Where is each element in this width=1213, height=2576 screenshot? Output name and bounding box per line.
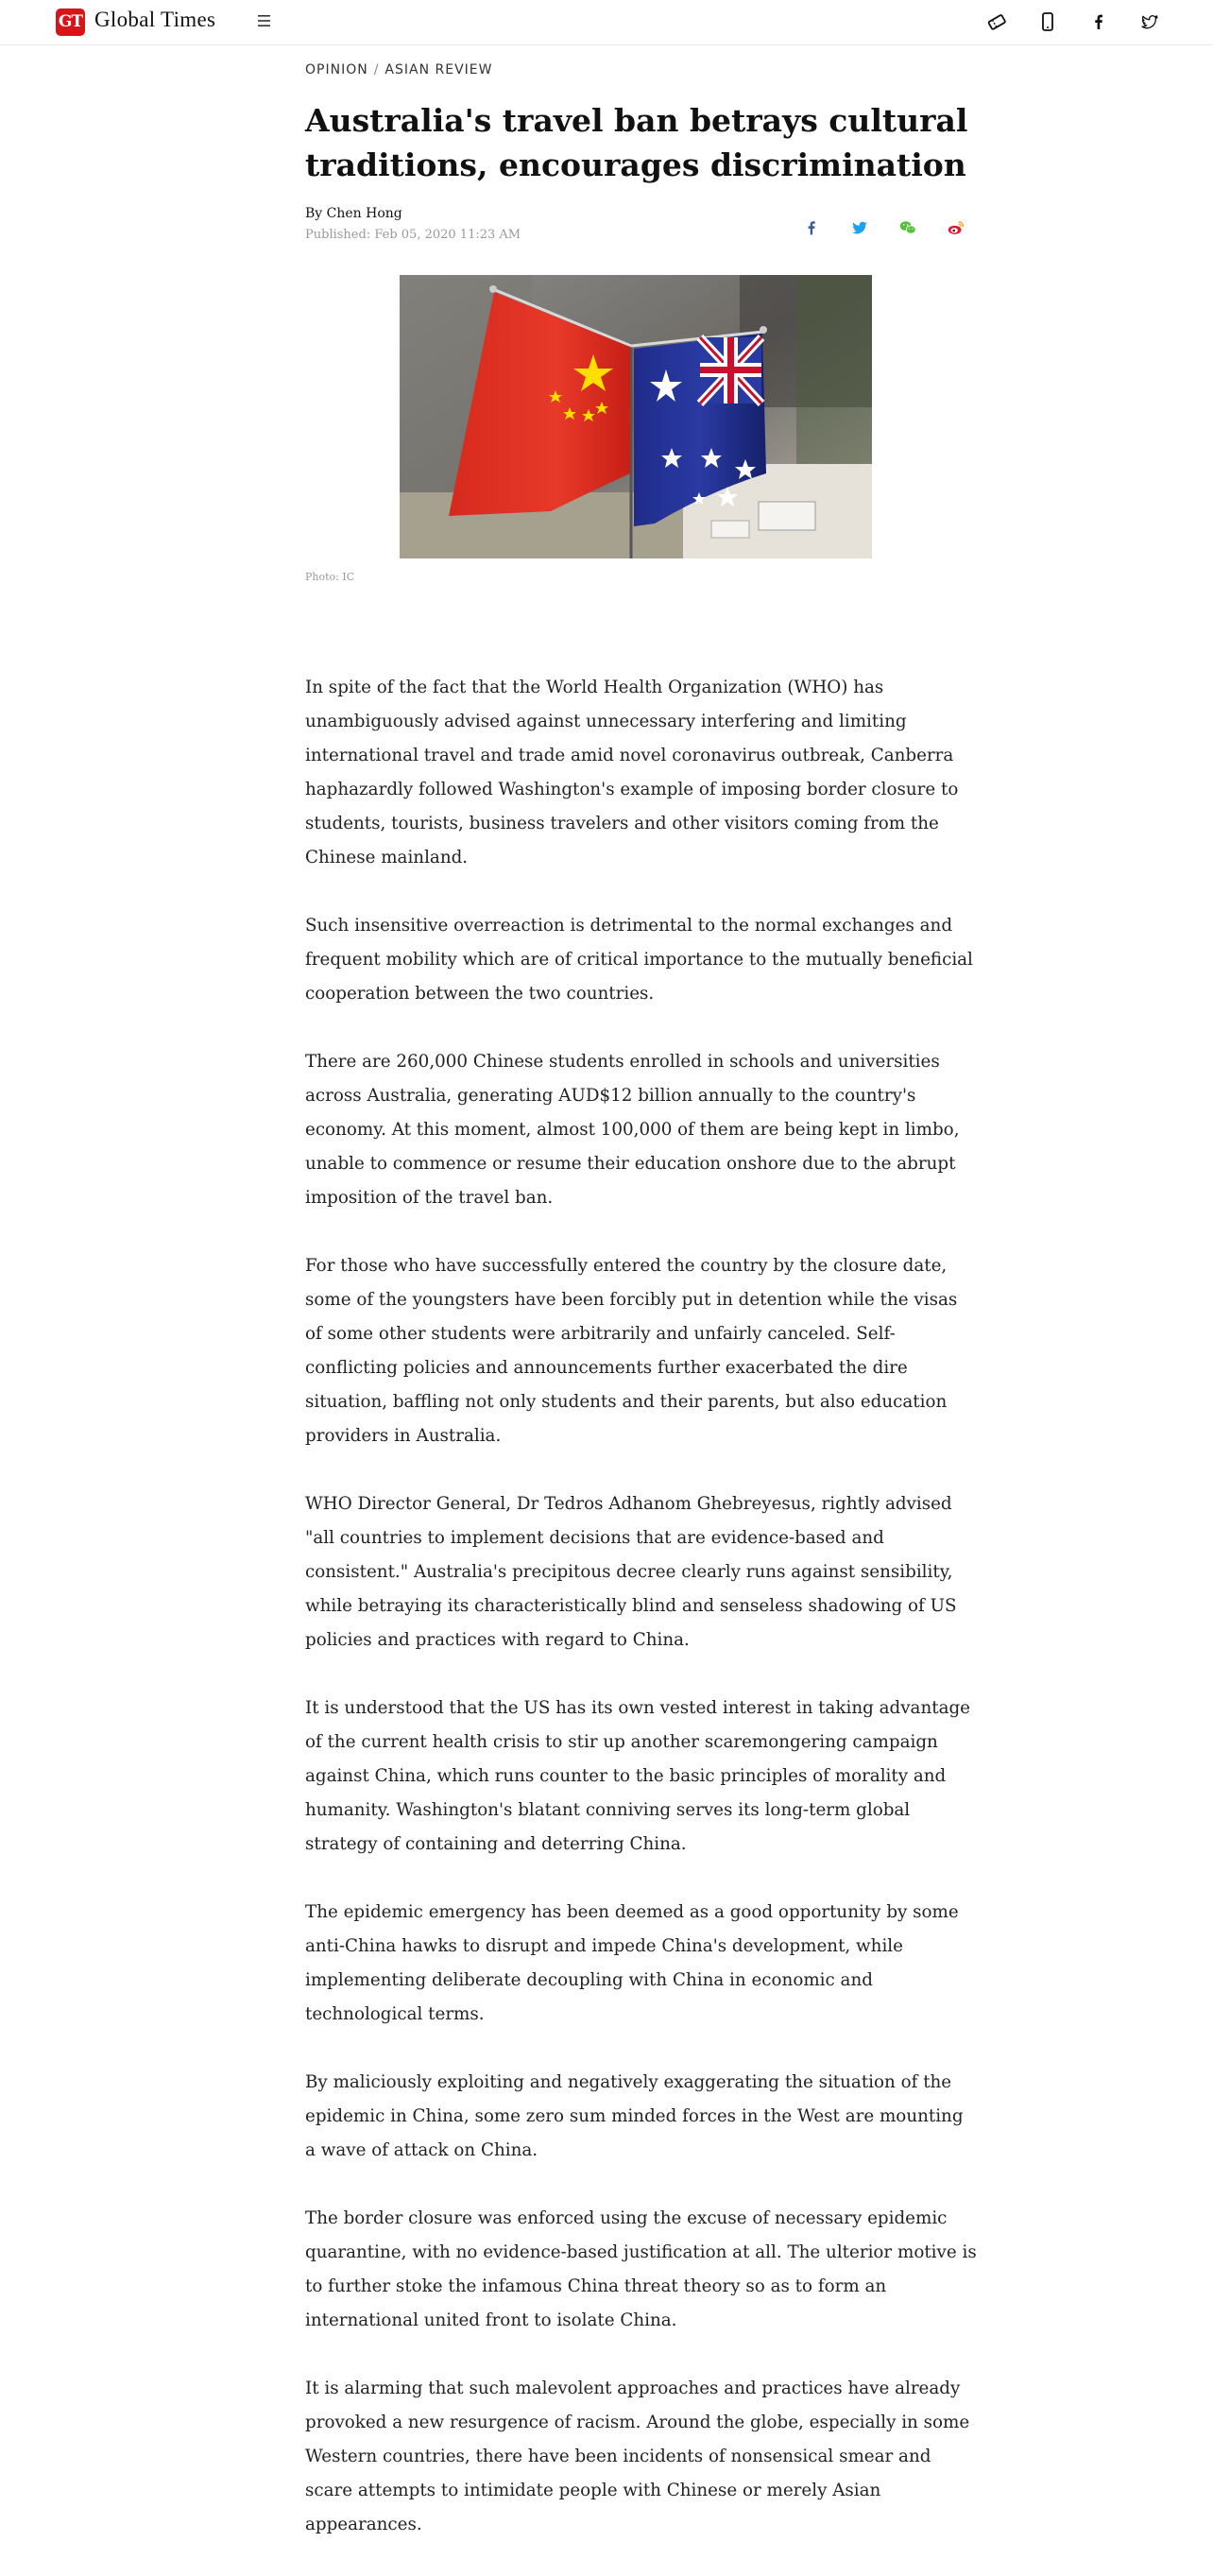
share-facebook-icon[interactable]: [801, 217, 822, 238]
article-paragraph: By maliciously exploiting and negatively exaggerating the situation of the epidemic in China, some zero sum minded forces in the West are mounting a wave of attack on China.: [305, 2072, 964, 2160]
site-logo-text[interactable]: Global Times: [94, 8, 216, 31]
share-weibo-icon[interactable]: [946, 217, 966, 238]
share-twitter-icon[interactable]: [849, 217, 870, 238]
article-body: [305, 671, 978, 2576]
facebook-icon[interactable]: [1087, 10, 1110, 33]
article-paragraph: It is understood that the US has its own vested interest in taking advantage of the current health crisis to stir up another scaremongering campaign against China, which runs counter to the basic principles of morality and humanity. Washington's blatant conniving serves its long-term global strategy of containing and deterring China.: [305, 1698, 970, 1854]
share-wechat-icon[interactable]: [897, 217, 918, 238]
ticket-icon[interactable]: [985, 10, 1008, 33]
article-paragraph: For those who have successfully entered the country by the closure date, some of the youngsters have been forcibly put in detention while the visas of some other students were arbitrarily and unfairly canceled. Self-conflicting policies and announcements further exacerbated the dire situation, baffling not only students and their parents, but also education providers in Australia.: [305, 1256, 958, 1446]
article-paragraph: The epidemic emergency has been deemed as a good opportunity by some anti-China hawks to disrupt and impede China's development, while implementing deliberate decoupling with China in economic and technological terms.: [305, 1902, 959, 2024]
published-date: Published: Feb 05, 2020 11:23 AM: [305, 228, 521, 242]
article-paragraph: In spite of the fact that the World Health Organization (WHO) has unambiguously advised against unnecessary interfering and limiting international travel and trade amid novel coronavirus outbreak, Canberra haphazardly followed Washington's example of imposing border closure to students, tourists, business travelers and other visitors coming from the Chinese mainland.: [305, 678, 959, 867]
article-photo-flags: [400, 275, 872, 558]
breadcrumb-separator: /: [373, 62, 380, 77]
article-paragraph: Such insensitive overreaction is detrimental to the normal exchanges and frequent mobility which are of critical importance to the mutually beneficial cooperation between the two countries.: [305, 916, 973, 1004]
breadcrumb-opinion[interactable]: OPINION: [305, 62, 368, 77]
article-paragraph: It is alarming that such malevolent approaches and practices have already provoked a new resurgence of racism. Around the globe, especially in some Western countries, there have been incidents of nonsensical smear and scare attempts to intimidate people with Chinese or merely Asian appearances.: [305, 2379, 970, 2534]
twitter-icon[interactable]: [1138, 10, 1161, 33]
logo-badge[interactable]: GT: [56, 9, 85, 36]
article-paragraph: There are 260,000 Chinese students enrolled in schools and universities across Australia, generating AUD$12 billion annually to the country's economy. At this moment, almost 100,000 of them are being kept in limbo, unable to commence or resume their education onshore due to the abrupt imposition of the travel ban.: [305, 1052, 960, 1208]
article-paragraph: WHO Director General, Dr Tedros Adhanom Ghebreyesus, rightly advised "all countries to implement decisions that are evidence-based and consistent." Australia's precipitous decree clearly runs against sensibility, while betraying its characteristically blind and senseless shadowing of US policies and practices with regard to China.: [305, 1494, 957, 1650]
mobile-phone-icon[interactable]: [1036, 10, 1059, 33]
site-header: [0, 0, 1213, 45]
author-byline: By Chen Hong: [305, 206, 402, 221]
menu-icon[interactable]: [257, 12, 272, 29]
article-title: Australia's travel ban betrays cultural traditions, encourages discrimination: [305, 102, 968, 183]
breadcrumb-asian-review[interactable]: ASIAN REVIEW: [384, 62, 493, 77]
article-paragraph: The border closure was enforced using the excuse of necessary epidemic quarantine, with no evidence-based justification at all. The ulterior motive is to further stoke the infamous China threat theory so as to form an international united front to isolate China.: [305, 2208, 977, 2330]
photo-caption: Photo: IC: [305, 571, 355, 583]
breadcrumb: [305, 62, 492, 77]
